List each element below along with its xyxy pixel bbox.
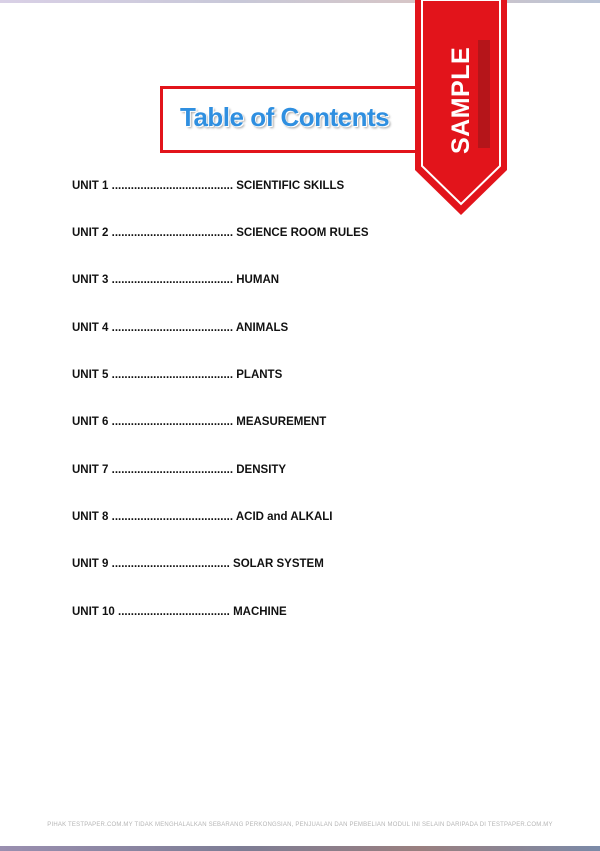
toc-unit: UNIT 3	[72, 274, 109, 286]
toc-topic: ACID and ALKALI	[235, 511, 333, 523]
toc-row-unit-2	[72, 227, 369, 239]
toc-unit: UNIT 10	[72, 606, 115, 618]
toc-row-unit-5	[72, 369, 282, 381]
toc-topic: SCIENTIFIC SKILLS	[236, 180, 345, 192]
toc-unit: UNIT 6	[72, 416, 109, 428]
toc-leader: ......................................	[111, 180, 234, 192]
toc-row-unit-6	[72, 416, 326, 428]
toc-row-unit-10	[72, 606, 287, 618]
toc-topic: SOLAR SYSTEM	[233, 558, 324, 570]
toc-topic: DENSITY	[236, 464, 287, 476]
toc-leader: ......................................	[111, 464, 234, 476]
toc-topic: MACHINE	[233, 606, 287, 618]
toc-row-unit-7	[72, 464, 286, 476]
bottom-border-strip	[0, 846, 600, 851]
toc-leader: ......................................	[111, 274, 234, 286]
top-border-strip	[0, 0, 600, 3]
toc-topic: MEASUREMENT	[236, 416, 327, 428]
toc-unit: UNIT 1	[72, 180, 109, 192]
sample-stamp-bar	[478, 40, 490, 148]
toc-unit: UNIT 9	[72, 558, 109, 570]
footer-disclaimer: PIHAK TESTPAPER.COM.MY TIDAK MENGHALALKAN SEBARANG PERKONGSIAN, PENJUALAN DAN PEMBELIAN MODUL INI SELAIN DARIPADA DI TESTPAPER.COM.MY	[47, 822, 553, 828]
toc-topic: ANIMALS	[235, 322, 289, 334]
toc-topic: HUMAN	[236, 274, 280, 286]
toc-row-unit-4	[72, 322, 288, 334]
toc-leader: ......................................	[111, 511, 234, 523]
toc-leader: ......................................	[111, 369, 234, 381]
toc-row-unit-1	[72, 180, 344, 192]
toc-row-unit-8	[72, 511, 333, 523]
toc-unit: UNIT 2	[72, 227, 109, 239]
toc-topic: SCIENCE ROOM RULES	[236, 227, 369, 239]
toc-leader: ......................................	[111, 227, 234, 239]
toc-leader: .....................................	[111, 558, 230, 570]
page-title: Table of Contents	[180, 102, 390, 132]
toc-unit: UNIT 4	[72, 322, 109, 334]
toc-leader: ......................................	[111, 416, 234, 428]
toc-leader: ......................................	[111, 322, 234, 334]
toc-topic: PLANTS	[236, 369, 283, 381]
toc-leader: ...................................	[118, 606, 230, 618]
sample-watermark: SAMPLE	[447, 46, 475, 154]
toc-unit: UNIT 5	[72, 369, 109, 381]
toc-unit: UNIT 7	[72, 464, 109, 476]
toc-unit: UNIT 8	[72, 511, 109, 523]
toc-row-unit-3	[72, 274, 279, 286]
toc-row-unit-9	[72, 558, 324, 570]
